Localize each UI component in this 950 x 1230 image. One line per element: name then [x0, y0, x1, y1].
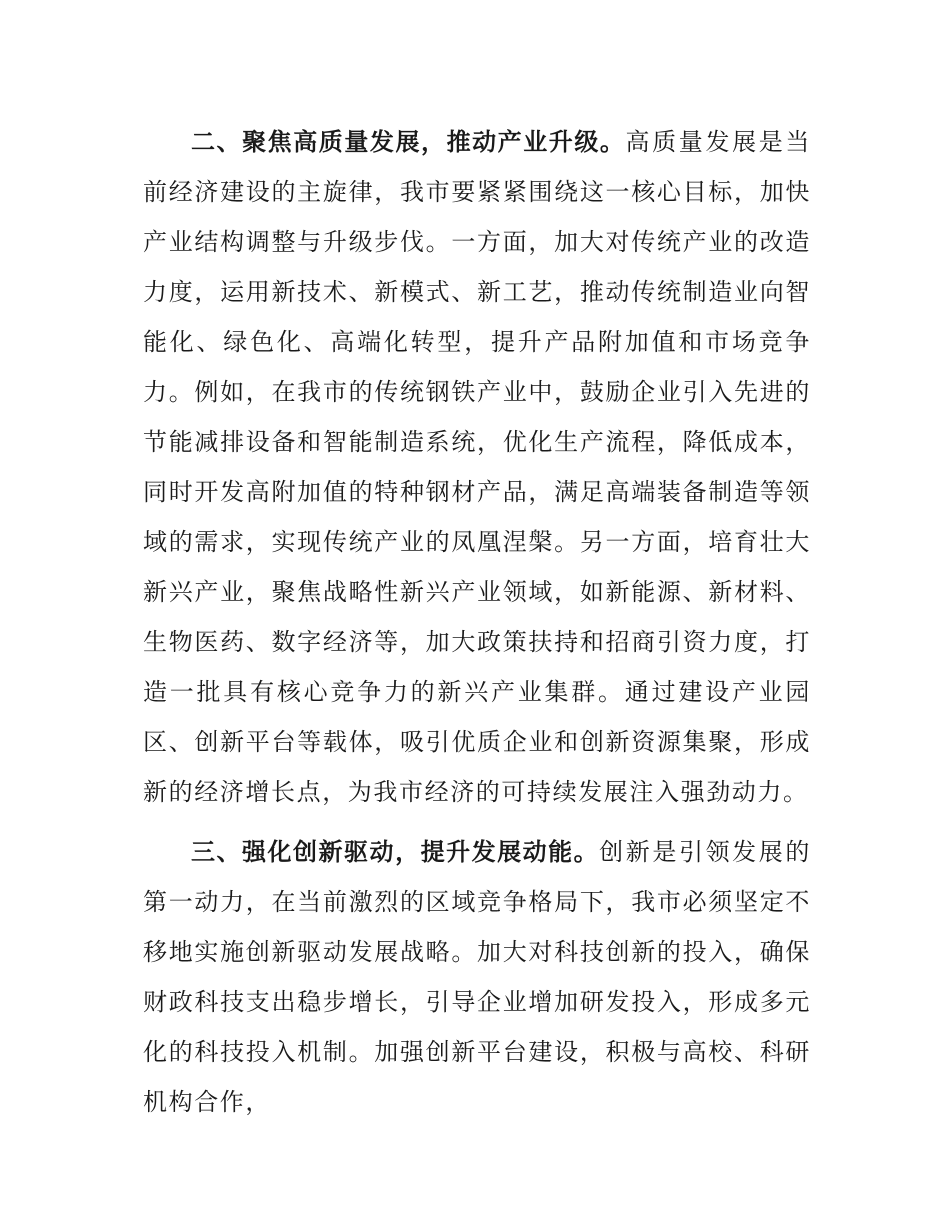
paragraph-industrial-upgrade [143, 117, 811, 817]
document-body [143, 117, 811, 1127]
paragraph-innovation-driven [143, 827, 811, 1127]
paragraph-text: 高质量发展是当前经济建设的主旋律，我市要紧紧围绕这一核心目标，加快产业结构调整与升级步伐。一方面，加大对传统产业的改造力度，运用新技术、新模式、新工艺，推动传统制造业向智能化、绿色化、高端化转型，提升产品附加值和市场竞争力。例如，在我市的传统钢铁产业中，鼓励企业引入先进的节能减排设备和智能制造系统，优化生产流程，降低成本，同时开发高附加值的特种钢材产品，满足高端装备制造等领域的需求，实现传统产业的凤凰涅槃。另一方面，培育壮大新兴产业，聚焦战略性新兴产业领域，如新能源、新材料、生物医药、数字经济等，加大政策扶持和招商引资力度，打造一批具有核心竞争力的新兴产业集群。通过建设产业园区、创新平台等载体，吸引优质企业和创新资源集聚，形成新的经济增长点，为我市经济的可持续发展注入强劲动力。 [143, 128, 812, 806]
paragraph-text: 创新是引领发展的第一动力，在当前激烈的区域竞争格局下，我市必须坚定不移地实施创新驱动发展战略。加大对科技创新的投入，确保财政科技支出稳步增长，引导企业增加研发投入，形成多元化的科技投入机制。加强创新平台建设，积极与高校、科研机构合作， [143, 838, 811, 1116]
paragraph-lead-heading: 二、聚焦高质量发展，推动产业升级。 [191, 128, 626, 156]
paragraph-lead-heading: 三、强化创新驱动，提升发展动能。 [191, 838, 600, 866]
